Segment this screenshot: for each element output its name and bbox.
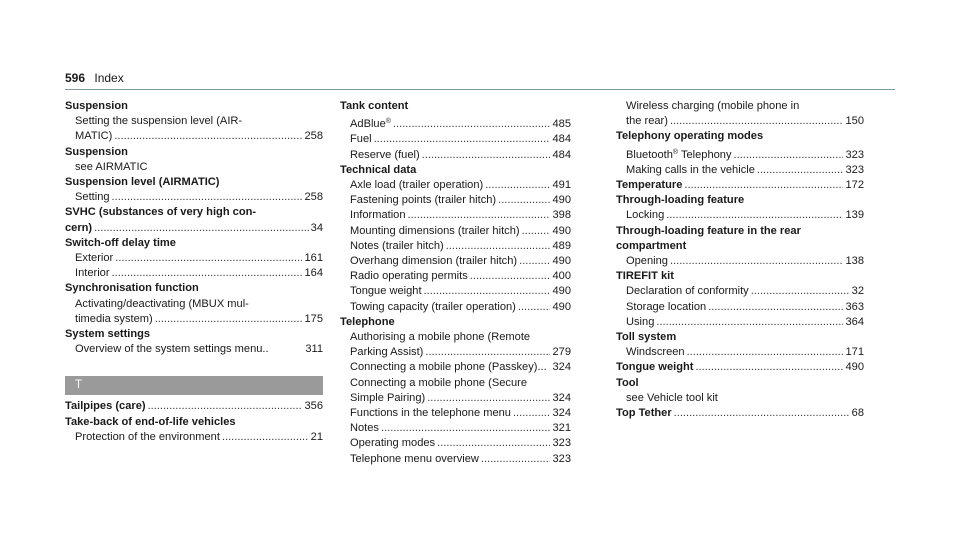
index-entry-takeback <box>65 415 323 445</box>
page-reference[interactable]: 398 <box>552 209 571 222</box>
index-entry-suspension <box>65 99 323 145</box>
page-reference[interactable]: 172 <box>845 179 864 192</box>
entry-subitem-text: Bluetooth <box>626 148 673 161</box>
entry-subitem[interactable] <box>340 421 571 436</box>
entry-heading: Tool <box>616 376 639 389</box>
entry-subitem-text: Tongue weight <box>350 285 422 298</box>
entry-heading: Temperature <box>616 179 683 192</box>
entry-subitem-text: Notes (trailer hitch) <box>350 239 444 252</box>
see-reference[interactable]: see Vehicle tool kit <box>626 391 718 404</box>
entry-subitem-text: Wireless charging (mobile phone in <box>626 100 800 112</box>
dot-leader <box>751 284 850 299</box>
entry-subitem-text: Setting the suspension level (AIR- <box>75 115 243 128</box>
page-reference[interactable]: 279 <box>552 346 571 359</box>
page-reference[interactable]: 491 <box>552 179 571 192</box>
page-reference[interactable]: 321 <box>552 422 571 435</box>
dot-leader <box>381 421 551 436</box>
entry-heading: System settings <box>65 328 151 341</box>
page-reference[interactable]: 363 <box>845 300 864 313</box>
entry-subitem-text: Protection of the environment <box>75 430 220 443</box>
page-reference[interactable]: 175 <box>304 312 323 325</box>
page-reference[interactable]: 400 <box>552 270 571 283</box>
entry-subitem[interactable] <box>616 114 864 129</box>
entry-line[interactable] <box>616 406 864 421</box>
entry-heading: Switch-off delay time <box>65 236 176 249</box>
registered-mark: ® <box>672 148 679 156</box>
entry-subitem-text: Telephony <box>678 148 732 161</box>
header-label: Index <box>94 71 124 85</box>
index-entry-temperature <box>616 178 864 193</box>
dot-leader <box>408 208 551 223</box>
dot-leader <box>374 132 551 147</box>
entry-heading: Through-loading feature in the rear <box>616 224 801 237</box>
dot-leader <box>425 345 550 360</box>
dot-leader <box>112 190 303 205</box>
entry-subitem[interactable] <box>340 345 571 360</box>
entry-subitem-text: Overhang dimension (trailer hitch) <box>350 255 518 268</box>
entry-subitem-text: Towing capacity (trailer operation) <box>350 300 516 313</box>
dot-leader <box>518 300 551 315</box>
page-reference[interactable]: 139 <box>845 209 864 222</box>
entry-heading: Technical data <box>340 163 417 176</box>
page-number: 596 <box>65 71 86 85</box>
page-reference[interactable]: 323 <box>845 163 864 176</box>
entry-subitem[interactable] <box>616 145 864 163</box>
entry-subitem[interactable] <box>65 129 323 144</box>
entry-heading: Synchronisation function <box>65 282 199 295</box>
index-entry-tongue-weight <box>616 360 864 375</box>
index-entry-top-tether <box>616 406 864 421</box>
letter-section-header: T <box>65 376 323 395</box>
entry-subitem-text: Fuel <box>350 133 372 146</box>
entry-subitem-text: Opening <box>626 255 668 268</box>
dot-leader <box>437 436 550 451</box>
entry-subitem-text: Telephone menu overview <box>350 452 479 465</box>
page-reference[interactable]: 150 <box>845 115 864 128</box>
entry-subitem[interactable] <box>65 312 323 327</box>
page-reference[interactable]: 311 <box>305 343 323 356</box>
page-reference[interactable]: 164 <box>304 267 323 280</box>
page-reference[interactable]: 324 <box>552 407 571 420</box>
entry-subitem-text: Setting <box>75 191 110 204</box>
dot-leader <box>422 148 551 163</box>
entry-subitem[interactable] <box>340 114 571 132</box>
entry-line[interactable] <box>616 360 864 375</box>
dot-leader <box>695 360 843 375</box>
entry-subitem[interactable] <box>340 208 571 223</box>
entry-heading: Tailpipes (care) <box>65 400 146 413</box>
page-reference[interactable]: 490 <box>552 300 571 313</box>
page-reference[interactable]: 258 <box>304 130 323 143</box>
entry-subitem[interactable] <box>616 284 864 299</box>
entry-subitem-text: Connecting a mobile phone (Passkey)... <box>350 361 547 374</box>
page-reference[interactable]: 161 <box>304 252 323 265</box>
entry-subitem[interactable] <box>340 254 571 269</box>
dot-leader <box>481 452 551 467</box>
dot-leader <box>687 345 844 360</box>
entry-subitem[interactable] <box>340 300 571 315</box>
dot-leader <box>656 315 843 330</box>
entry-subitem-text: Activating/deactivating (MBUX mul- <box>75 297 249 310</box>
page-reference[interactable]: 68 <box>851 407 864 420</box>
entry-subitem-text: Locking <box>626 209 665 222</box>
entry-heading: Suspension <box>65 145 128 158</box>
entry-subitem-text: Operating modes <box>350 437 436 450</box>
page-reference[interactable]: 323 <box>552 452 571 465</box>
page-reference[interactable]: 32 <box>851 285 864 298</box>
dot-leader <box>148 399 303 414</box>
page-reference[interactable]: 490 <box>552 224 571 237</box>
registered-mark: ® <box>385 118 391 126</box>
entry-subitem-text: Functions in the telephone menu <box>350 407 511 420</box>
entry-subitem[interactable] <box>340 452 571 467</box>
entry-line[interactable] <box>616 178 864 193</box>
dot-leader <box>670 114 844 129</box>
dot-leader <box>498 193 550 208</box>
entry-heading: Telephone <box>340 315 395 328</box>
entry-subitem[interactable] <box>340 239 571 254</box>
entry-subitem-text: MATIC) <box>75 130 113 143</box>
page-reference[interactable]: 485 <box>552 118 571 131</box>
dot-leader <box>424 284 551 299</box>
dot-leader <box>708 300 843 315</box>
entry-heading: TIREFIT kit <box>616 270 674 283</box>
entry-subitem[interactable] <box>340 148 571 163</box>
entry-subitem[interactable] <box>340 436 571 451</box>
entry-heading: Top Tether <box>616 407 672 420</box>
entry-subitem[interactable] <box>65 266 323 281</box>
index-entry-wireless-charging <box>616 99 864 129</box>
page-reference[interactable]: 323 <box>845 148 864 161</box>
entry-subitem-text: Authorising a mobile phone (Remote <box>350 331 531 344</box>
page-reference[interactable]: 356 <box>304 400 323 413</box>
index-entry-sync <box>65 281 323 327</box>
entry-subitem[interactable] <box>616 254 864 269</box>
entry-heading: cern) <box>65 221 93 234</box>
entry-heading: Suspension <box>65 100 128 112</box>
index-entry-telephone <box>340 315 571 467</box>
index-entry-tailpipes <box>65 399 323 414</box>
entry-subitem-text: Mounting dimensions (trailer hitch) <box>350 224 520 237</box>
entry-subitem[interactable] <box>616 208 864 223</box>
entry-heading: Toll system <box>616 331 677 344</box>
index-entry-svhc <box>65 205 323 235</box>
page-reference[interactable]: 324 <box>552 361 571 374</box>
page-reference[interactable]: 490 <box>552 285 571 298</box>
page-header <box>65 71 124 85</box>
dot-leader <box>115 251 302 266</box>
index-entry-tirefit <box>616 269 864 330</box>
entry-heading: Telephony operating modes <box>616 130 764 143</box>
index-entry-through-loading <box>616 193 864 223</box>
entry-subitem[interactable] <box>340 269 571 284</box>
dot-leader <box>470 269 551 284</box>
page-reference[interactable]: 484 <box>552 133 571 146</box>
entry-subitem[interactable] <box>616 345 864 360</box>
entry-line[interactable] <box>65 221 323 236</box>
index-entry-telephony-modes <box>616 129 864 178</box>
page-reference[interactable]: 323 <box>552 437 571 450</box>
page-reference[interactable]: 364 <box>845 315 864 328</box>
entry-subitem-text: Connecting a mobile phone (Secure <box>350 376 527 389</box>
page-reference[interactable]: 258 <box>304 191 323 204</box>
dot-leader <box>94 221 309 236</box>
page-reference[interactable]: 490 <box>552 255 571 268</box>
entry-subitem[interactable] <box>340 284 571 299</box>
entry-subitem-text: timedia system) <box>75 312 153 325</box>
entry-subitem[interactable] <box>616 315 864 330</box>
index-column-2 <box>340 99 571 467</box>
page-reference[interactable]: 484 <box>552 148 571 161</box>
entry-subitem-text: AdBlue <box>350 118 386 131</box>
entry-heading: compartment <box>616 239 687 252</box>
entry-subitem-text: Fastening points (trailer hitch) <box>350 194 497 207</box>
entry-subitem-text: Making calls in the vehicle <box>626 163 755 176</box>
index-entry-toll-system <box>616 330 864 360</box>
see-reference[interactable]: see AIRMATIC <box>75 160 148 173</box>
entry-subitem-text: Exterior <box>75 252 114 265</box>
entry-subitem-text: Axle load (trailer operation) <box>350 179 484 192</box>
entry-subitem-text: Storage location <box>626 300 707 313</box>
index-entry-tank <box>340 99 571 163</box>
entry-subitem[interactable] <box>65 190 323 205</box>
index-entry-tool <box>616 376 864 406</box>
entry-heading: Tongue weight <box>616 361 694 374</box>
entry-subitem[interactable] <box>340 224 571 239</box>
page-reference[interactable]: 490 <box>845 361 864 374</box>
entry-subitem[interactable] <box>340 360 571 375</box>
dot-leader <box>670 254 844 269</box>
dot-leader <box>114 129 302 144</box>
entry-subitem-text: Windscreen <box>626 346 685 359</box>
page-reference[interactable]: 171 <box>845 346 864 359</box>
index-entry-through-loading-rear <box>616 224 864 270</box>
entry-heading: Take-back of end-of-life vehicles <box>65 415 236 428</box>
entry-subitem[interactable] <box>340 193 571 208</box>
entry-subitem-text: Simple Pairing) <box>350 391 426 404</box>
entry-subitem[interactable] <box>340 406 571 421</box>
entry-heading: Tank content <box>340 100 409 112</box>
page-reference[interactable]: 324 <box>552 391 571 404</box>
page-reference[interactable]: 489 <box>552 239 571 252</box>
technical-data-items <box>340 178 571 315</box>
dot-leader <box>446 239 551 254</box>
dot-leader <box>684 178 843 193</box>
page-reference[interactable]: 34 <box>310 221 323 234</box>
page-reference[interactable]: 138 <box>845 255 864 268</box>
dot-leader <box>513 406 551 421</box>
dot-leader <box>734 148 844 163</box>
entry-subitem-text: Interior <box>75 267 110 280</box>
entry-subitem-text: Declaration of conformity <box>626 285 749 298</box>
dot-leader <box>666 208 843 223</box>
entry-subitem-text: Notes <box>350 422 379 435</box>
entry-subitem-text: Reserve (fuel) <box>350 148 420 161</box>
dot-leader <box>427 391 550 406</box>
entry-subitem[interactable] <box>340 132 571 147</box>
dot-leader <box>522 224 551 239</box>
index-entry-switch-off <box>65 236 323 282</box>
entry-heading: Suspension level (AIRMATIC) <box>65 176 220 189</box>
dot-leader <box>519 254 550 269</box>
dot-leader <box>222 430 309 445</box>
index-entry-technical-data <box>340 163 571 315</box>
dot-leader <box>155 312 303 327</box>
entry-subitem-text: Overview of the system settings menu.. <box>75 343 269 356</box>
dot-leader <box>112 266 303 281</box>
dot-leader <box>393 117 551 132</box>
entry-subitem-text: Parking Assist) <box>350 346 424 359</box>
entry-subitem[interactable] <box>616 163 864 178</box>
entry-subitem-text: the rear) <box>626 115 668 128</box>
entry-subitem-text: Using <box>626 315 655 328</box>
page-reference[interactable]: 21 <box>310 430 323 443</box>
entry-heading: SVHC (substances of very high con- <box>65 206 257 219</box>
entry-subitem[interactable] <box>65 342 323 357</box>
entry-subitem[interactable] <box>340 178 571 193</box>
entry-line[interactable] <box>65 399 323 414</box>
entry-heading: Through-loading feature <box>616 194 745 207</box>
entry-subitem[interactable] <box>616 300 864 315</box>
dot-leader <box>485 178 550 193</box>
index-column-3 <box>616 99 864 421</box>
index-column-1 <box>65 99 323 445</box>
entry-subitem[interactable] <box>65 430 323 445</box>
entry-subitem-text: Information <box>350 209 406 222</box>
dot-leader <box>757 163 844 178</box>
page-reference[interactable]: 490 <box>552 194 571 207</box>
index-entry-suspension-see <box>65 145 323 175</box>
dot-leader <box>674 406 850 421</box>
header-rule <box>65 89 895 90</box>
entry-subitem[interactable] <box>340 391 571 406</box>
entry-subitem[interactable] <box>65 251 323 266</box>
index-entry-suspension-level <box>65 175 323 205</box>
index-entry-system-settings <box>65 327 323 357</box>
entry-subitem-text: Radio operating permits <box>350 270 468 283</box>
